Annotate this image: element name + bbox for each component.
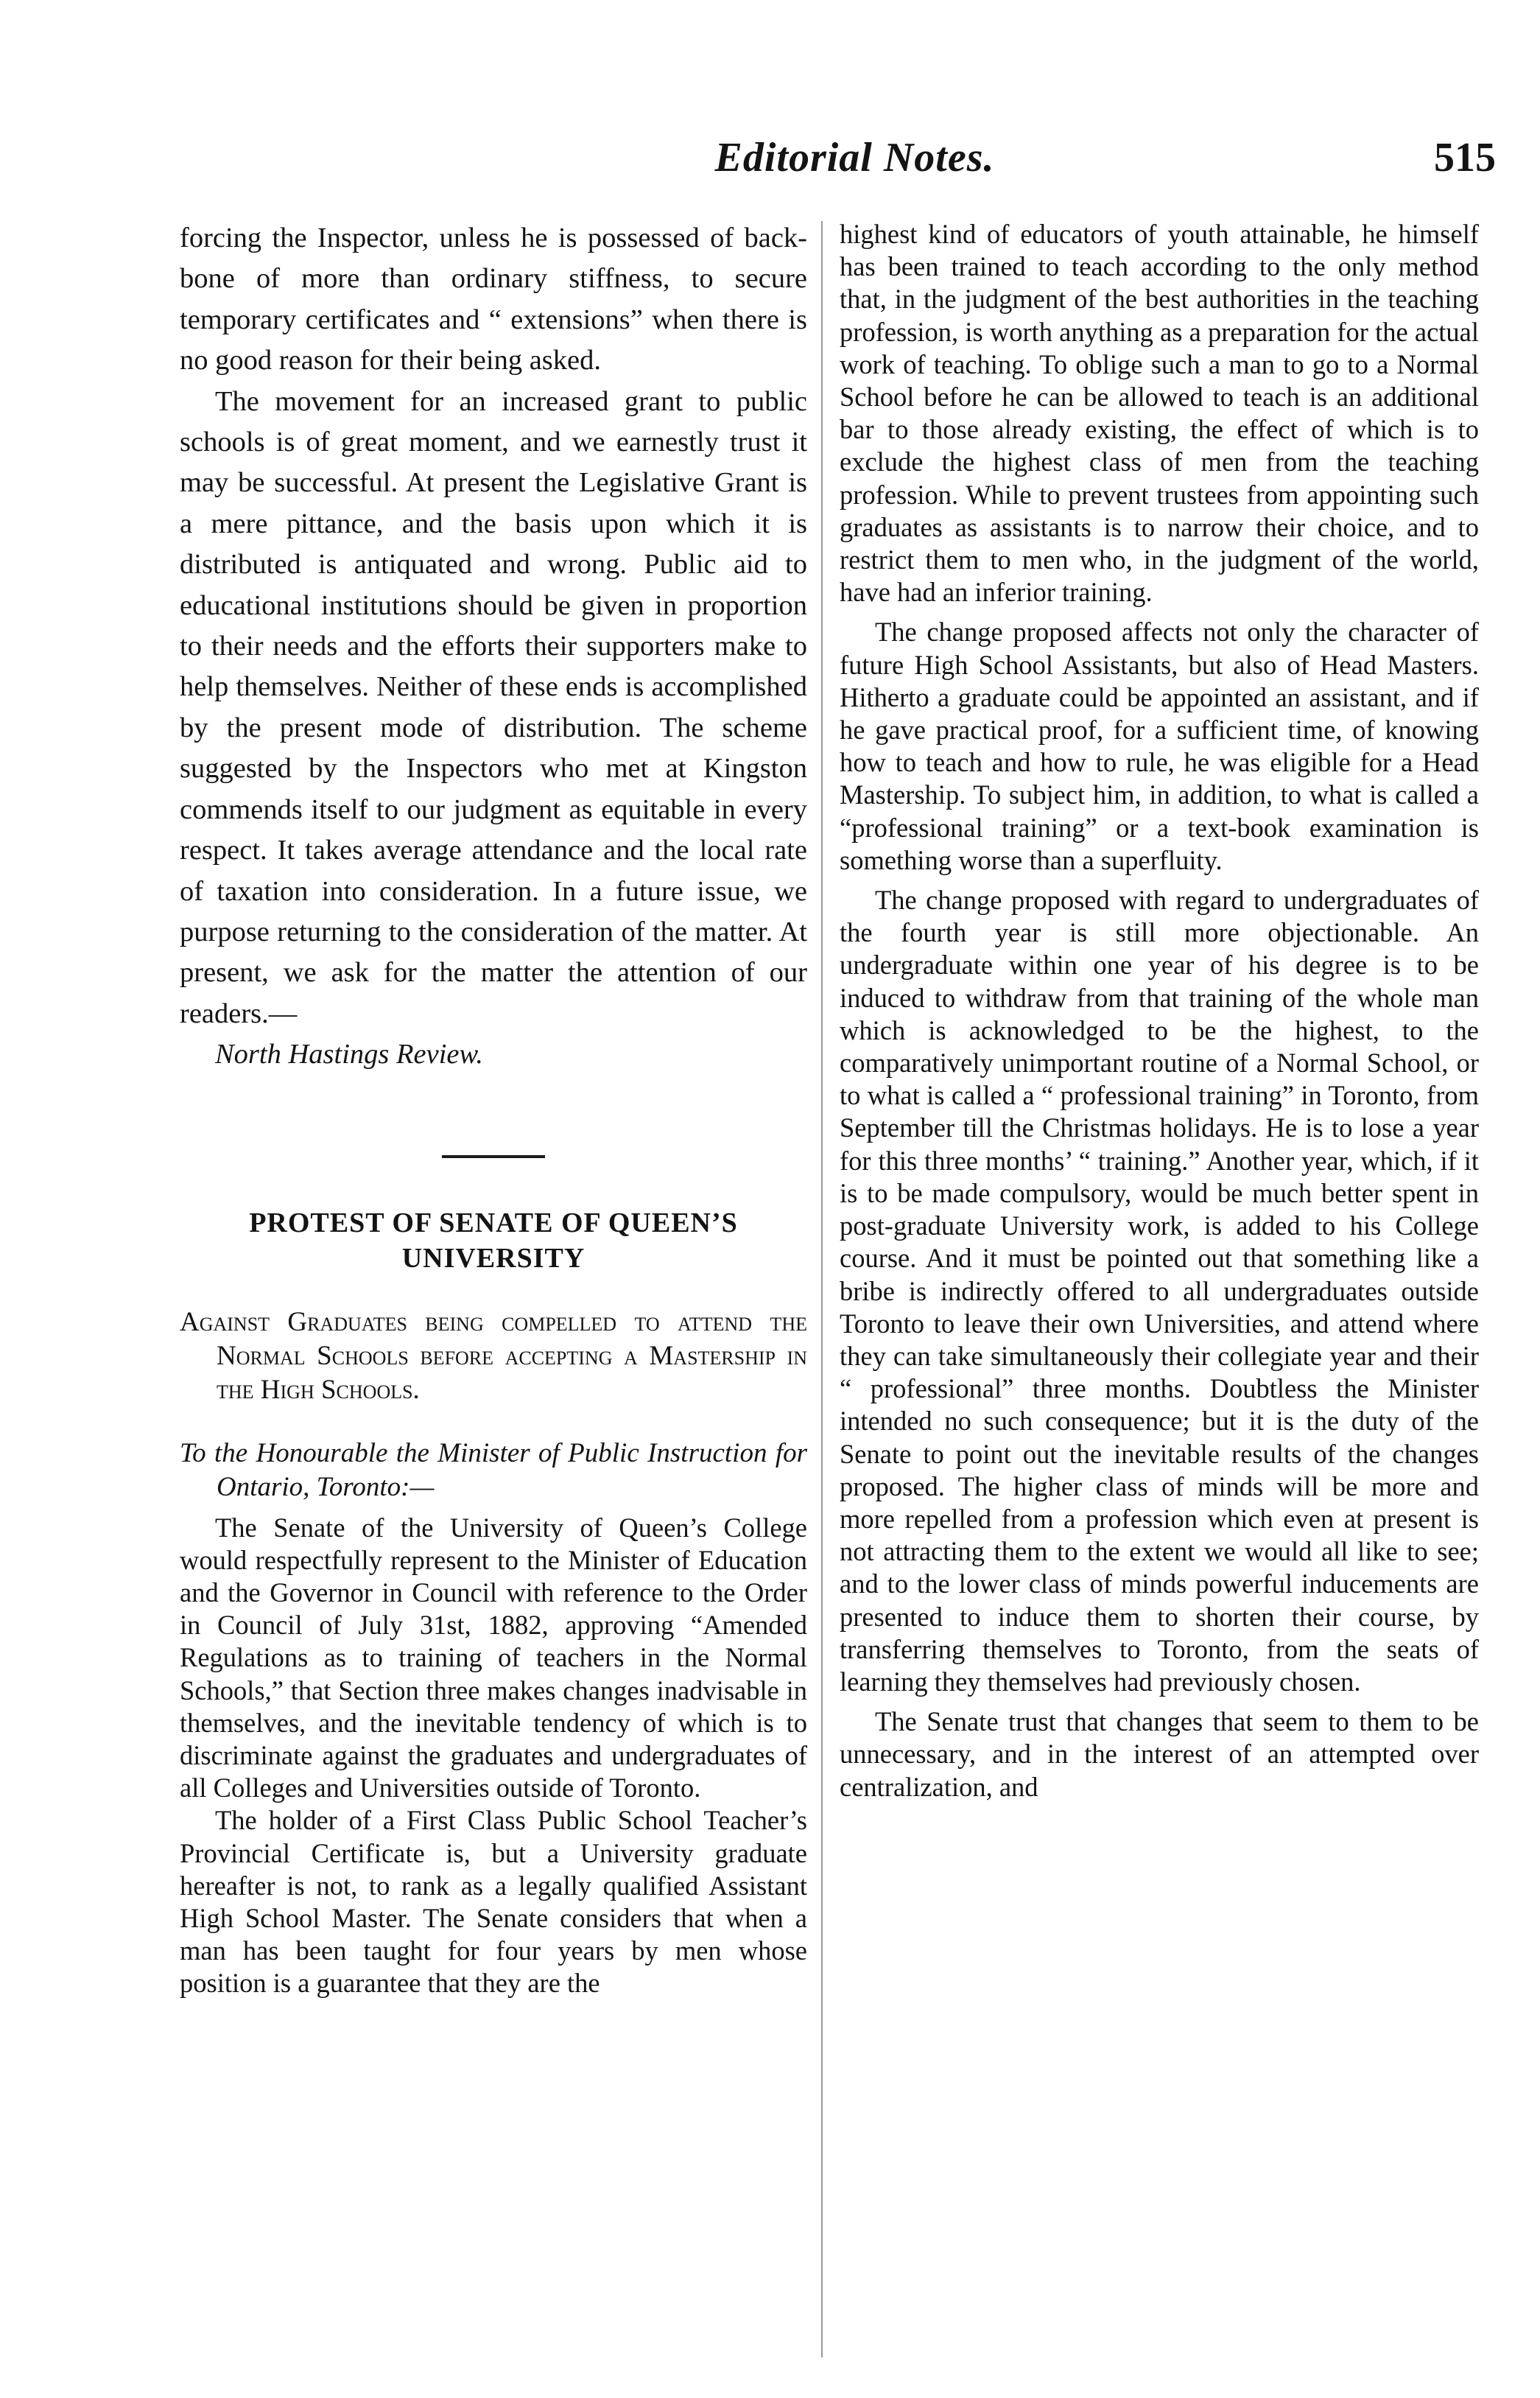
protest-body bbox=[180, 1512, 807, 2000]
running-title: Editorial Notes. bbox=[714, 135, 995, 180]
section-divider bbox=[442, 1155, 545, 1158]
protest-paragraph-2: The holder of a First Class Public School Teacher’s Provincial Certificate is, but a University graduate hereafter is not, to rank as a legally qualified Assistant High School Master. The Senate considers that when a man has been taught for four years by men whose position is a guarantee that they are the bbox=[180, 1805, 807, 1999]
head-masters-paragraph: The change proposed affects not only the character of future High School Assistants, but also of Head Masters. Hitherto a graduate could be appointed an assistant, and if he gave practical proof, for a sufficient time, of knowing how to teach and how to rule, he was eligible for a Head Mastership. To subject him, in addition, to what is called a “professional training” or a text-book examination is something worse than a superfluity. bbox=[840, 617, 1479, 875]
page-number: 515 bbox=[1434, 135, 1496, 180]
section-subheading: Against Graduates being compelled to attend the Normal Schools before accepting a Mastership in the High Schools. bbox=[180, 1306, 807, 1405]
left-column bbox=[180, 218, 807, 2000]
protest-paragraph-1: The Senate of the University of Queen’s College would respectfully represent to the Minister of Education and the Governor in Council with reference to the Order in Council of July 31st, 1882, approving “Amended Regulations as to training of teachers in the Normal Schools,” that Section three makes changes inadvisable in themselves, and the inevitable tendency of which is to discriminate against the graduates and undergraduates of all Colleges and Universities outside of Toronto. bbox=[180, 1512, 807, 1803]
source-citation: North Hastings Review. bbox=[215, 1039, 483, 1070]
undergraduates-paragraph: The change proposed with regard to undergraduates of the fourth year is still more objectionable. An undergraduate within one year of his degree is to be induced to withdraw from that training of the whole man which is acknowledged to be the highest, to the comparatively unimportant routine of a Normal School, or to what is called a “ professional training” in Toronto, from September till the Christmas holidays. He is to lose a year for this three months’ “ training.” Another year, which, if it is to be made compulsory, would be much better spent in post-graduate University work, is added to his College course. And it must be pointed out that something like a bribe is indirectly offered to all undergraduates outside Toronto to leave their own Universities, and attend where they can take simultaneously their collegiate year and their “ professional” three months. Doubtless the Minister intended no such consequence; but it is the duty of the Senate to point out the inevitable results of the changes proposed. The higher class of minds will be more and more repelled from a profession which even at present is not attracting them to the extent we would all like to see; and to the lower class of minds powerful inducements are presented to induce them to shorten their course, by transferring themselves to Toronto, from the seats of learning they themselves had previously chosen. bbox=[840, 885, 1479, 1697]
right-continuation-paragraph: highest kind of educators of youth attainable, he himself has been trained to teach according to the only method that, in the judgment of the best authorities in the teaching profession, is worth anything as a preparation for the actual work of teaching. To oblige such a man to go to a Normal School before he can be allowed to teach is an additional bar to those already existing, the effect of which is to exclude the highest class of men from the teaching profession. While to prevent trustees from appointing such graduates as assistants is to narrow their choice, and to restrict them to men who, in the judgment of the world, have had an inferior training. bbox=[840, 219, 1479, 608]
senate-trust-paragraph: The Senate trust that changes that seem to them to be unnecessary, and in the interest of an attempted over centralization, and bbox=[840, 1706, 1479, 1802]
left-continuation-paragraph: forcing the Inspector, unless he is possessed of back-bone of more than ordinary stiffness, to secure temporary certificates and “ extensions” when there is no good reason for their being asked. bbox=[180, 222, 807, 376]
column-divider bbox=[821, 221, 823, 2357]
section-heading: PROTEST OF SENATE OF QUEEN’S UNIVERSITY bbox=[249, 1207, 738, 1274]
right-column bbox=[840, 218, 1479, 1803]
grant-paragraph: The movement for an increased grant to public schools is of great moment, and we earnestly trust it may be successful. At present the Legislative Grant is a mere pittance, and the basis upon which it is distributed is antiquated and wrong. Public aid to educational institutions should be given in proportion to their needs and the efforts their supporters make to help themselves. Neither of these ends is accomplished by the present mode of distribution. The scheme suggested by the Inspectors who met at Kingston commends itself to our judgment as equitable in every respect. It takes average attendance and the local rate of taxation into consideration. In a future issue, we purpose returning to the consideration of the matter. At present, we ask for the matter the attention of our readers.— bbox=[180, 385, 807, 1029]
page-header bbox=[0, 127, 1540, 193]
address-line: To the Honourable the Minister of Public Instruction for Ontario, Toronto:— bbox=[180, 1437, 807, 1502]
